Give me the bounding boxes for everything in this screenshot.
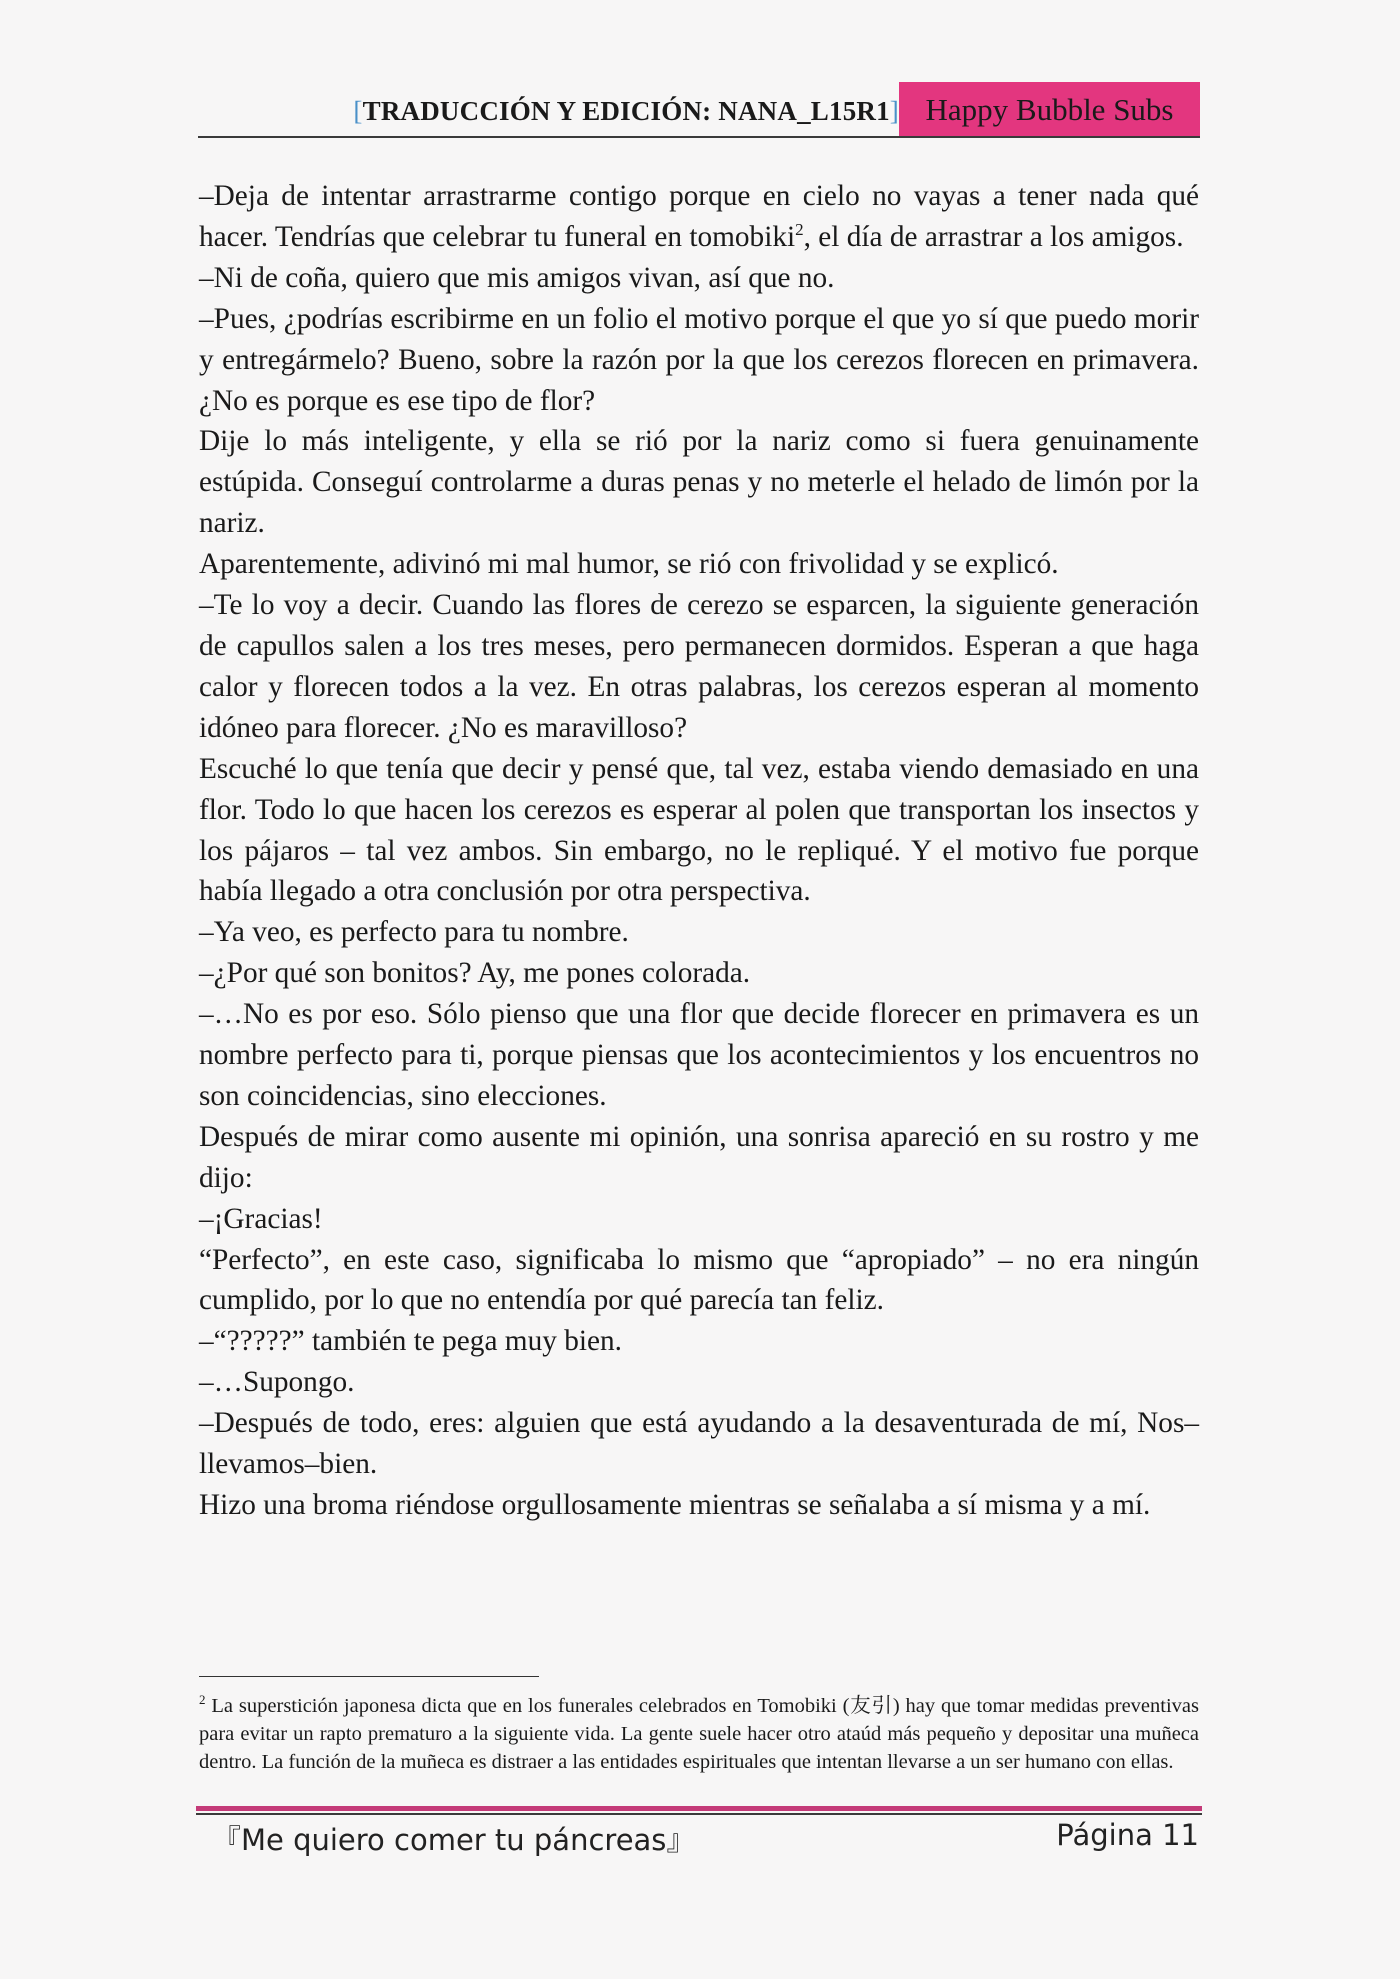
paragraph: –…No es por eso. Sólo pienso que una flor que decide florecer en primavera es un nombre perfecto para ti, porque piensas que los acontecimientos y los encuentros no son coincidencias, sino elecciones. — [199, 998, 1199, 1112]
paragraph: –“?????” también te pega muy bien. — [199, 1325, 622, 1358]
bracket-close: ] — [889, 96, 899, 126]
page-number: Página 11 — [1056, 1818, 1199, 1852]
paragraph: –…Supongo. — [199, 1366, 355, 1399]
paragraph: Dije lo más inteligente, y ella se rió por la nariz como si fuera genuinamente estúpida. Conseguí controlarme a duras penas y no meterle el helado de limón por la nariz. — [199, 425, 1199, 540]
footer-book-title: 『Me quiero comer tu páncreas』 — [212, 1823, 696, 1857]
footnote-text: La superstición japonesa dicta que en los funerales celebrados en Tomobiki (友引) hay que tomar medidas preventivas para evitar un rapto prematuro a la siguiente vida. La gente suele hacer otro ataúd más pequeño y depositar una muñeca dentro. La función de la muñeca es distraer a las entidades espirituales que intentan llevarse a un ser humano con ellas. — [199, 1695, 1199, 1773]
paragraph: Después de mirar como ausente mi opinión, una sonrisa apareció en su rostro y me dijo: — [199, 1120, 1199, 1194]
paragraph: Aparentemente, adivinó mi mal humor, se rió con frivolidad y se explicó. — [199, 548, 1059, 581]
paragraph: “Perfecto”, en este caso, significaba lo mismo que “apropiado” – no era ningún cumplido, por lo que no entendía por qué parecía tan feliz. — [199, 1243, 1199, 1317]
paragraph: –¡Gracias! — [199, 1202, 323, 1235]
translation-credit — [353, 96, 899, 127]
bracket-open: [ — [353, 96, 363, 126]
header-divider — [198, 136, 1200, 138]
footnote-divider — [199, 1676, 539, 1677]
paragraph-text: , el día de arrastrar a los amigos. — [803, 220, 1184, 253]
paragraph: Escuché lo que tenía que decir y pensé que, tal vez, estaba viendo demasiado en una flor. Todo lo que hacen los cerezos es esperar al polen que transportan los insectos y los pájaros – tal vez ambos. Sin embargo, no le repliqué. Y el motivo fue porque había llegado a otra conclusión por otra perspectiva. — [199, 752, 1199, 908]
brand-label: Happy Bubble Subs — [899, 82, 1200, 138]
paragraph-text: –Deja de intentar arrastrarme contigo porque en cielo no vayas a tener nada qué hacer. Tendrías que celebrar tu funeral en tomobiki — [199, 180, 1199, 253]
paragraph: Hizo una broma riéndose orgullosamente mientras se señalaba a sí misma y a mí. — [199, 1489, 1151, 1521]
paragraph: –Después de todo, eres: alguien que está ayudando a la desaventurada de mí, Nos–llevamos–bien. — [199, 1407, 1199, 1481]
footnote-ref: 2 — [795, 220, 804, 240]
credit-text: TRADUCCIÓN Y EDICIÓN: NANA_L15R1 — [362, 96, 890, 126]
paragraph — [199, 176, 1199, 258]
footnote — [199, 1692, 1199, 1776]
body-text — [199, 176, 1199, 1526]
footnote-number: 2 — [199, 1692, 206, 1708]
paragraph: –Pues, ¿podrías escribirme en un folio el motivo porque el que yo sí que puedo morir y entregármelo? Bueno, sobre la razón por la que los cerezos florecen en primavera. ¿No es porque es ese tipo de flor? — [199, 302, 1199, 417]
page-header — [198, 82, 1200, 138]
paragraph: –Ni de coña, quiero que mis amigos vivan, así que no. — [199, 261, 835, 294]
footer-divider — [196, 1813, 1202, 1815]
footer-accent-rule — [196, 1806, 1202, 1811]
paragraph: –Te lo voy a decir. Cuando las flores de cerezo se esparcen, la siguiente generación de capullos salen a los tres meses, pero permanecen dormidos. Esperan a que haga calor y florecen todos a la vez. En otras palabras, los cerezos esperan al momento idóneo para florecer. ¿No es maravilloso? — [199, 589, 1199, 744]
paragraph: –¿Por qué son bonitos? Ay, me pones colorada. — [199, 957, 751, 990]
paragraph: –Ya veo, es perfecto para tu nombre. — [199, 916, 629, 949]
